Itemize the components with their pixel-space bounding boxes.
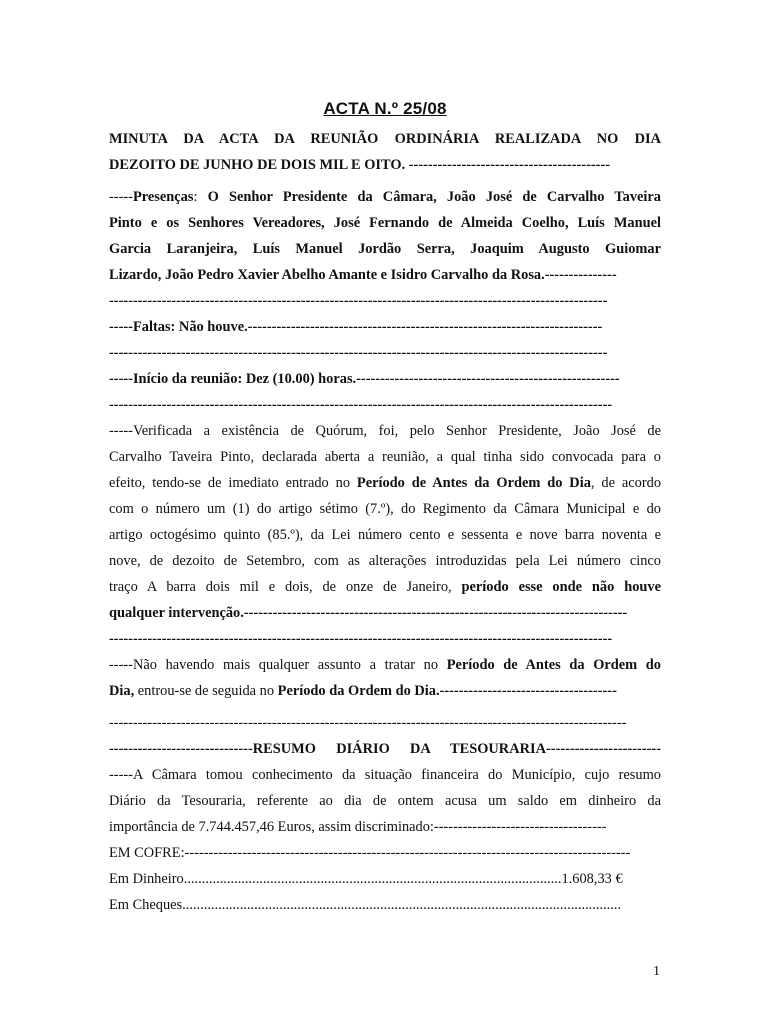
paragraph-text: -----Verificada a existência de Quórum, foi, pelo Senhor Presidente, João José de [109, 423, 661, 439]
dash-line [109, 288, 661, 314]
cheques-text: Em Cheques.......................................................................................................................... [109, 897, 622, 913]
paragraph-line [109, 444, 661, 470]
cash-amount-text: Em Dinheiro.........................................................................................................1.608,33 € [109, 871, 623, 887]
heading-line-2 [109, 152, 661, 178]
attendance-line-2 [109, 210, 661, 236]
emphasis-text: Dia, [109, 683, 135, 699]
emphasis-text: Período de Antes da Ordem do [446, 657, 661, 673]
emphasis-text: Período da Ordem do Dia.------------------------------------- [277, 683, 617, 699]
meeting-start-text: -----Início da reunião: Dez (10.00) horas.------------------------------------------------------- [109, 371, 620, 387]
dash-filler: -------------------------------------------------------------------------------------------------------- [109, 293, 608, 309]
attendance-line-4 [109, 262, 661, 288]
attendance-line-3 [109, 236, 661, 262]
paragraph-text: importância de 7.744.457,46 Euros, assim discriminado:------------------------------------ [109, 819, 607, 835]
heading-line-1 [109, 126, 661, 152]
attendance-line-1 [109, 184, 661, 210]
emphasis-text: período esse onde não houve [461, 579, 661, 595]
emphasis-text: qualquer intervenção.-------------------------------------------------------------------------------- [109, 605, 628, 621]
attendance-text: Pinto e os Senhores Vereadores, José Fernando de Almeida Coelho, Luís Manuel [109, 215, 661, 231]
dash-line [109, 626, 661, 652]
meeting-start-line [109, 366, 661, 392]
paragraph-text: Carvalho Taveira Pinto, declarada aberta a reunião, a qual tinha sido convocada para o [109, 449, 661, 465]
paragraph-text: Diário da Tesouraria, referente ao dia de ontem acusa um saldo em dinheiro da [109, 793, 661, 809]
dash-prefix: ----- [109, 189, 133, 205]
paragraph-text: efeito, tendo-se de imediato entrado no [109, 475, 357, 491]
dash-filler: --------------------------------------------------------------------------------------------------------- [109, 397, 613, 413]
dash-filler: ------------------------------------------------------------------------------------------------------------ [109, 715, 627, 731]
cash-heading-text: EM COFRE:--------------------------------------------------------------------------------------------- [109, 845, 631, 861]
paragraph-line [109, 788, 661, 814]
dash-filler: . ------------------------------------------ [401, 157, 611, 173]
heading-text: MINUTA DA ACTA DA REUNIÃO ORDINÁRIA REALIZADA NO DIA [109, 131, 661, 147]
paragraph-line [109, 470, 661, 496]
dash-line [109, 340, 661, 366]
paragraph-line [109, 652, 661, 678]
attendance-label: Presenças [132, 189, 194, 205]
attendance-text: Lizardo, João Pedro Xavier Abelho Amante e Isidro Carvalho da Rosa.--------------- [109, 267, 617, 283]
paragraph-text: com o número um (1) do artigo sétimo (7.º), do Regimento da Câmara Municipal e do [109, 501, 661, 517]
paragraph-text: traço A barra dois mil e dois, de onze de Janeiro, [109, 579, 462, 595]
heading-text: DEZOITO DE JUNHO DE DOIS MIL E OITO [109, 157, 402, 173]
paragraph-line [109, 548, 661, 574]
dash-line [109, 710, 661, 736]
paragraph-text: -----A Câmara tomou conhecimento da situação financeira do Município, cujo resumo [109, 767, 661, 783]
paragraph-line [109, 574, 661, 600]
section-heading [109, 736, 661, 762]
attendance-text: O Senhor Presidente da Câmara, João José de Carvalho Taveira [207, 189, 661, 205]
paragraph-text: nove, de dezoito de Setembro, com as alterações introduzidas pela Lei número cinco [109, 553, 661, 569]
attendance-text: Garcia Laranjeira, Luís Manuel Jordão Serra, Joaquim Augusto Guiomar [109, 241, 661, 257]
paragraph-line [109, 418, 661, 444]
paragraph-line [109, 600, 661, 626]
dash-filler: --------------------------------------------------------------------------------------------------------- [109, 631, 613, 647]
cheques-line [109, 892, 661, 918]
document-title: ACTA N.º 25/08 [323, 99, 447, 118]
absences-text: -----Faltas: Não houve.-------------------------------------------------------------------------- [109, 319, 603, 335]
document-body [109, 126, 661, 918]
paragraph-text: , de acordo [590, 475, 661, 491]
cash-heading-line [109, 840, 661, 866]
paragraph-line [109, 522, 661, 548]
paragraph-line [109, 814, 661, 840]
colon: : [193, 189, 208, 205]
paragraph-text: entrou-se de seguida no [134, 683, 278, 699]
page-number: 1 [653, 964, 660, 979]
paragraph-line [109, 678, 661, 704]
paragraph-line [109, 762, 661, 788]
emphasis-text: Período de Antes da Ordem do Dia [356, 475, 591, 491]
paragraph-text: -----Não havendo mais qualquer assunto a tratar no [109, 657, 447, 673]
paragraph-text: artigo octogésimo quinto (85.º), da Lei número cento e sessenta e nove barra noventa e [109, 527, 661, 543]
cash-line [109, 866, 661, 892]
dash-line [109, 392, 661, 418]
dash-filler: -------------------------------------------------------------------------------------------------------- [109, 345, 608, 361]
paragraph-line [109, 496, 661, 522]
section-heading-text: ------------------------------RESUMO DIÁRIO DA TESOURARIA------------------------ [109, 741, 661, 757]
absences-line [109, 314, 661, 340]
